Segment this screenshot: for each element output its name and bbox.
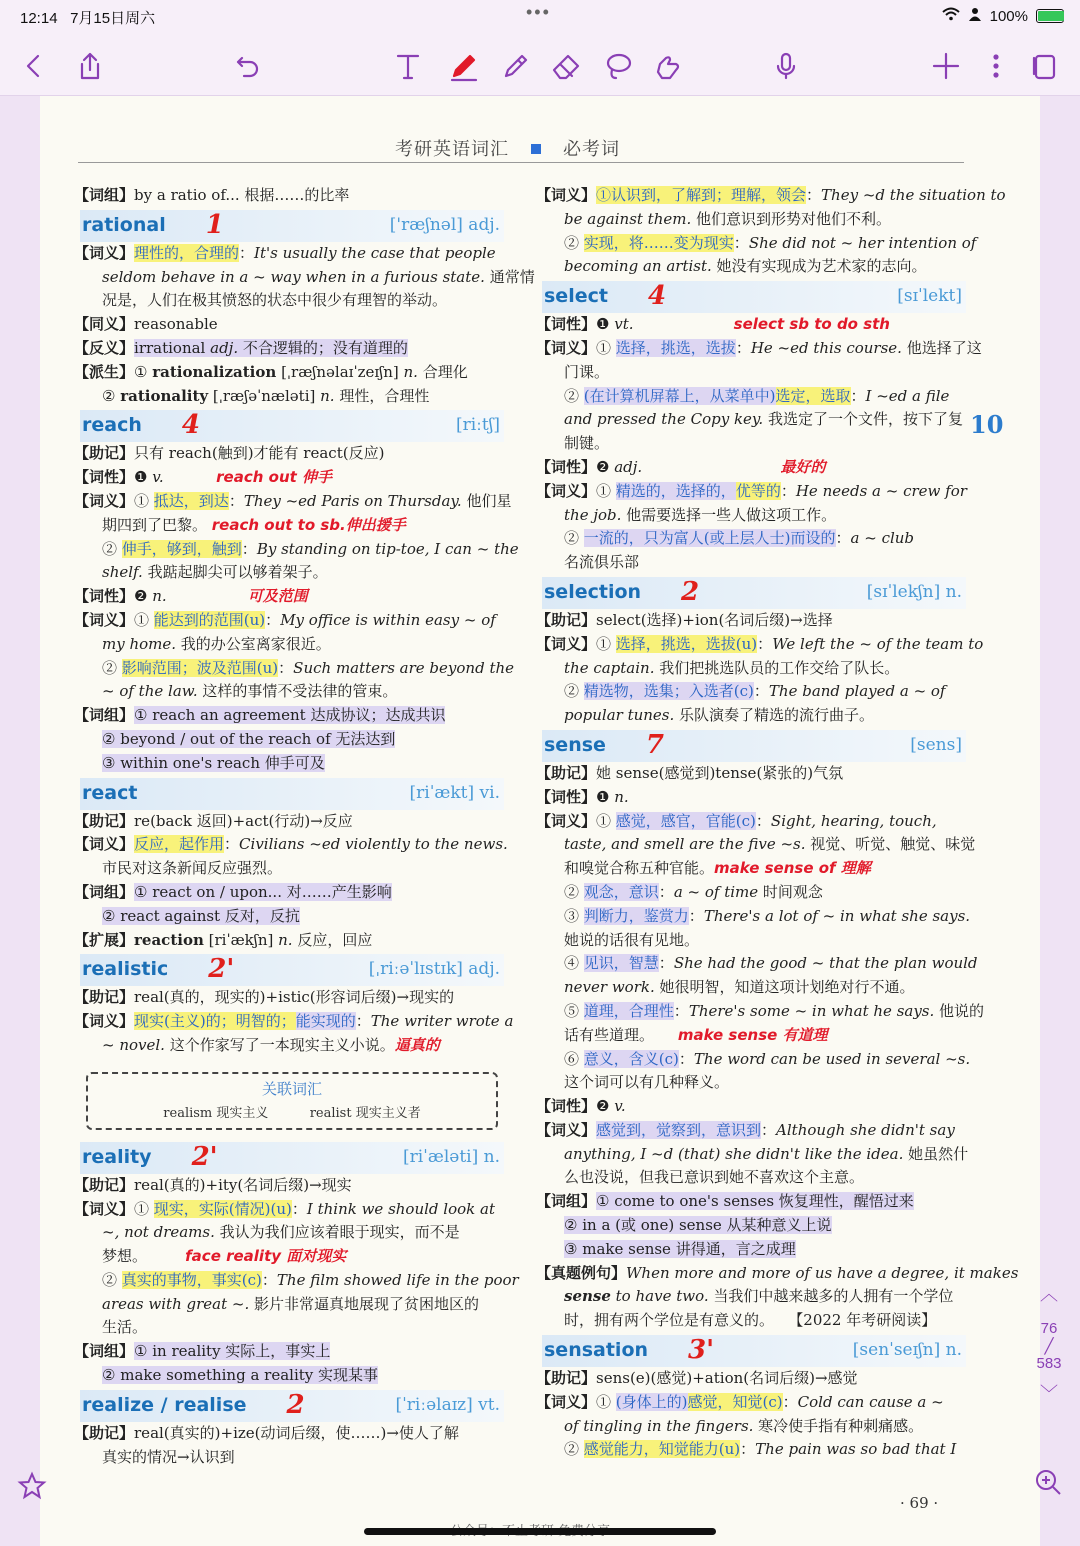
left-line: 期四到了巴黎。 reach out to sb.伸出援手: [102, 515, 406, 534]
phonetic: [ˌriːəˈlɪstɪk] adj.: [368, 959, 500, 980]
right-line: 【词性】❷ v.: [536, 1097, 626, 1116]
right-line: 么也没说，但我已意识到她不喜欢这个主意。: [564, 1168, 865, 1187]
headword-reality: [80, 1142, 504, 1174]
right-line: anything, I ~d (that) she didn't like the idea. 她虽然什: [564, 1144, 969, 1163]
right-line: ③ make sense 讲得通，言之成理: [564, 1239, 796, 1258]
left-line: 【助记】re(back 返回)+act(行动)→反应: [74, 811, 353, 830]
right-line: 【词性】❶ vt. select sb to do sth: [536, 315, 890, 334]
eraser-tool-button[interactable]: [546, 46, 586, 86]
lasso-icon: [602, 50, 634, 82]
right-line: ② 一流的，只为富人(或上层人士)而设的：a ~ club: [564, 529, 915, 548]
right-line: ② 观念，意识：a ~ of time 时间观念: [564, 882, 823, 901]
left-line: 市民对这条新闻反应强烈。: [102, 859, 283, 878]
headword-text: react: [82, 781, 138, 804]
header-divider: [78, 162, 964, 163]
right-line: of tingling in the fingers. 寒冷使手指有种刺痛感。: [564, 1416, 924, 1435]
right-line: 【词义】① 感觉，感官，官能(c)：Sight, hearing, touch,: [536, 811, 937, 830]
headword-select: [542, 281, 966, 313]
left-line: 真实的情况→认识到: [102, 1447, 235, 1466]
share-button[interactable]: [70, 46, 110, 86]
phonetic: [riˈækt] vi.: [409, 782, 500, 803]
handwritten-count: 3': [688, 1335, 715, 1366]
zoom-button[interactable]: [1028, 1462, 1068, 1502]
left-line: 【词义】① 现实，实际(情况)(u)：I think we should look at: [74, 1199, 495, 1218]
phonetic: [senˈseɪʃn] n.: [852, 1340, 962, 1361]
back-button[interactable]: [14, 46, 54, 86]
right-line: 【词义】①认识到，了解到；理解，领会：They ~d the situation to: [536, 186, 1006, 204]
right-line: 【词义】感觉到，觉察到，意识到：Although she didn't say: [536, 1120, 955, 1139]
undo-icon: [232, 50, 264, 82]
pen-icon: [448, 50, 480, 82]
left-line: 【词组】① in reality 实际上，事实上: [74, 1342, 331, 1361]
toolbar: [0, 32, 1080, 96]
headword-reach: [80, 410, 504, 442]
right-line: the job. 他需要选择一些人做这项工作。: [564, 505, 837, 524]
right-line: 制键。: [564, 434, 610, 453]
right-line: ② in a (或 one) sense 从某种意义上说: [564, 1216, 832, 1235]
right-line: popular tunes. 乐队演奏了精选的流行曲子。: [564, 706, 875, 725]
right-line: 【助记】她 sense(感觉到)tense(紧张的)气氛: [536, 763, 844, 782]
right-line: 【词组】① come to one's senses 恢复理性，醒悟过来: [536, 1192, 914, 1211]
more-vertical-icon: [980, 50, 1012, 82]
right-line: taste, and smell are the five ~s. 视觉、听觉、触觉、味觉: [564, 835, 976, 854]
left-line: ③ within one's reach 伸手可及: [102, 753, 325, 772]
lasso-tool-button[interactable]: [598, 46, 638, 86]
left-line: 【助记】real(真的)+ity(名词后缀)→现实: [74, 1175, 352, 1194]
battery-percent: 100%: [989, 7, 1028, 25]
related-words-box: [86, 1072, 498, 1130]
right-line: ② 精选物，选集；入选者(c)：The band played a ~ of: [564, 682, 946, 701]
handwritten-count: 2': [191, 1141, 218, 1172]
favorite-button[interactable]: [12, 1466, 52, 1506]
left-line: 【词组】① reach an agreement 达成协议；达成共识: [74, 706, 446, 725]
headword-text: reality: [82, 1145, 152, 1168]
left-line: areas with great ~. 影片非常逼真地展现了贫困地区的: [102, 1294, 479, 1313]
handwritten-count: 2': [208, 954, 235, 985]
right-line: 和嗅觉合称五种官能。make sense of 理解: [564, 859, 871, 878]
left-line: ~, not dreams. 我认为我们应该着眼于现实，而不是: [102, 1223, 460, 1242]
left-line: 【词义】现实(主义)的；明智的；能实现的：The writer wrote a: [74, 1012, 514, 1031]
header-square-icon: [531, 144, 541, 154]
right-line: 【词性】❷ adj. 最好的: [536, 457, 826, 476]
right-line: 【词义】① 选择，挑选，选拔(u)：We left the ~ of the team to: [536, 634, 984, 653]
microphone-button[interactable]: [766, 46, 806, 86]
highlighter-tool-button[interactable]: [496, 46, 536, 86]
handwritten-count: 2: [681, 577, 700, 608]
status-bar: [0, 0, 1080, 32]
headword-text: sense: [544, 734, 606, 757]
right-line: sense to have two. 当我们中越来越多的人拥有一个学位: [564, 1287, 954, 1306]
page-view-button[interactable]: [1024, 46, 1064, 86]
headword-realistic: [80, 954, 504, 986]
left-line: ② react against 反对，反抗: [102, 906, 300, 925]
phonetic: [sens]: [910, 735, 962, 756]
left-line: 【助记】real(真实的)+ize(动词后缀，使……)→使人了解: [74, 1423, 459, 1442]
left-line: 【词组】① react on / upon... 对……产生影响: [74, 882, 392, 901]
home-indicator[interactable]: [364, 1528, 716, 1535]
elements-tool-button[interactable]: [648, 46, 688, 86]
left-line: 【扩展】reaction [riˈækʃn] n. 反应，回应: [74, 930, 373, 949]
total-pages: 583: [1036, 1355, 1062, 1372]
headword-text: reach: [82, 414, 142, 437]
phonetic: [sɪˈlekʃn] n.: [866, 582, 962, 603]
handwritten-count: 4: [181, 410, 200, 441]
left-line: 况是，人们在极其愤怒的状态中很少有理智的举动。: [102, 291, 448, 310]
related-words-list: realism 现实主义 realist 现实主义者: [163, 1105, 421, 1121]
side-tab-mark: 10: [970, 410, 1004, 439]
multitask-dots[interactable]: •••: [526, 2, 551, 22]
right-line: 她说的话很有见地。: [564, 930, 700, 949]
chevron-left-icon: [18, 50, 50, 82]
left-line: shelf. 我踮起脚尖可以够着架子。: [102, 563, 328, 582]
headword-realize: [80, 1390, 504, 1422]
phonetic: [riˈæləti] n.: [402, 1146, 500, 1167]
printed-page-number: · 69 ·: [900, 1494, 939, 1512]
sticker-icon: [652, 50, 684, 82]
left-line: 【词义】理性的，合理的：It's usually the case that people: [74, 243, 496, 262]
left-line: my home. 我的办公室离家很近。: [102, 634, 331, 653]
handwritten-count: 7: [645, 730, 665, 761]
text-icon: [392, 50, 424, 82]
right-line: never work. 她很明智，知道这项计划绝对行不通。: [564, 978, 915, 997]
left-line: 【词义】① 能达到的范围(u)：My office is within easy ~ of: [74, 610, 496, 629]
right-line: 【词义】① 选择，挑选，选拔：He ~ed this course. 他选择了这: [536, 338, 982, 357]
chevron-down-icon[interactable]: ﹀: [1040, 1384, 1058, 1404]
left-line: ~ of the law. 这样的事情不受法律的管束。: [102, 682, 398, 701]
left-line: ② 伸手，够到，触到：By standing on tip-toe, I can ~ the: [102, 539, 519, 558]
left-line: ② beyond / out of the reach of 无法达到: [102, 729, 396, 748]
right-line: becoming an artist. 她没有实现成为艺术家的志向。: [564, 257, 927, 276]
headword-selection: [542, 577, 966, 609]
left-line: 生活。: [102, 1318, 148, 1337]
zoom-in-icon: [1033, 1467, 1063, 1497]
handwritten-count: 4: [647, 281, 667, 312]
headword-text: select: [544, 285, 608, 308]
pager-divider: ╱: [1044, 1338, 1054, 1355]
plus-icon: [930, 50, 962, 82]
phonetic: ['ræʃnəl] adj.: [389, 214, 500, 235]
text-tool-button[interactable]: [388, 46, 428, 86]
page-header: 考研英语词汇 必考词: [395, 139, 620, 160]
left-line: 【词性】❷ n. 可及范围: [74, 587, 308, 606]
headword-rational: [80, 210, 504, 242]
right-line: the captain. 我们把挑选队员的工作交给了队长。: [564, 658, 900, 677]
right-line: 这个词可以有几种释义。: [564, 1073, 730, 1092]
left-line: 【词义】反应，起作用：Civilians ~ed violently to the news.: [74, 835, 508, 854]
battery-icon: [1036, 9, 1064, 23]
right-line: ⑤ 道理，合理性：There's some ~ in what he says. 他说的: [564, 1001, 985, 1020]
left-line: seldom behave in a ~ way when in a furious state. 通常情: [102, 267, 535, 286]
left-line: 【助记】只有 reach(触到)才能有 react(反应): [74, 444, 385, 463]
status-right: [942, 7, 1064, 25]
left-line: 【同义】reasonable: [74, 315, 218, 334]
headword-text: selection: [544, 581, 642, 604]
right-line: be against them. 他们意识到形势对他们不利。: [564, 209, 892, 228]
add-page-button[interactable]: [926, 46, 966, 86]
status-time: 12:14 7月15日周六: [20, 10, 156, 27]
left-line: ② rationality [ˌræʃəˈnæləti] n. 理性，合理性: [102, 386, 430, 405]
left-line: ② 真实的事物，事实(c)：The film showed life in the poor: [102, 1270, 519, 1289]
right-line: ④ 见识，智慧：She had the good ~ that the plan would: [564, 954, 978, 973]
right-line: 门课。: [564, 362, 610, 381]
left-column: [74, 184, 535, 1469]
right-line: 【词义】① (身体上的)感觉，知觉(c)：Cold can cause a ~: [536, 1392, 944, 1411]
headword-text: realistic: [82, 958, 169, 981]
headword-sense: [542, 730, 966, 762]
phonetic: [ˈriːəlaɪz] vt.: [395, 1394, 500, 1415]
right-line: 【真题例句】When more and more of us have a degree, it makes: [536, 1263, 1019, 1282]
left-line: 【派生】① rationalization [ˌræʃnəlaɪˈzeɪʃn] n. 合理化: [74, 362, 468, 381]
handwritten-count: 1: [205, 209, 224, 240]
left-line: ~ novel. 这个作家写了一本现实主义小说。逼真的: [102, 1035, 440, 1054]
right-line: 【助记】select(选择)+ion(名词后缀)→选择: [536, 610, 833, 629]
headword-text: rational: [82, 213, 166, 236]
left-line: 【助记】real(真的，现实的)+istic(形容词后缀)→现实的: [74, 988, 455, 1007]
pages-icon: [1028, 50, 1060, 82]
user-icon: [968, 7, 982, 25]
related-words-title: 关联词汇: [261, 1079, 322, 1098]
pen-tool-button[interactable]: [444, 46, 484, 86]
right-line: 【词义】① 精选的，选择的，优等的：He needs a ~ crew for: [536, 481, 967, 500]
headword-react: [80, 778, 504, 810]
right-line: ② 实现，将……变为现实：She did not ~ her intention of: [564, 233, 977, 252]
right-line: ⑥ 意义，含义(c)：The word can be used in several ~s.: [564, 1049, 971, 1068]
left-line: ② 影响范围；波及范围(u)：Such matters are beyond the: [102, 658, 515, 677]
right-line: ② (在计算机屏幕上，从菜单中)选定，选取：I ~ed a file: [564, 386, 950, 405]
right-line: 名流俱乐部: [564, 553, 640, 572]
left-line: 【词组】by a ratio of... 根据……的比率: [74, 186, 350, 204]
left-line: 【词义】① 抵达，到达：They ~ed Paris on Thursday. 他们星: [74, 491, 512, 510]
right-line: 时，拥有两个学位是有意义的。 【2022 年考研阅读】: [564, 1311, 937, 1330]
left-line: 【词性】❶ v. reach out 伸手: [74, 468, 333, 487]
star-icon: [17, 1471, 47, 1501]
more-button[interactable]: [976, 46, 1016, 86]
current-page: 76: [1040, 1320, 1058, 1337]
highlighter-icon: [500, 50, 532, 82]
headword-text: sensation: [544, 1339, 649, 1362]
right-line: ② 感觉能力，知觉能力(u)：The pain was so bad that I: [564, 1440, 957, 1459]
eraser-icon: [550, 50, 582, 82]
right-line: 话有些道理。 make sense 有道理: [564, 1025, 828, 1044]
right-line: ③ 判断力，鉴赏力：There's a lot of ~ in what she says.: [564, 906, 971, 925]
chevron-up-icon[interactable]: ︿: [1040, 1284, 1058, 1304]
headword-text: realize / realise: [82, 1393, 247, 1416]
page-indicator: [1036, 1280, 1062, 1406]
left-line: ② make something a reality 实现某事: [102, 1366, 379, 1385]
undo-button[interactable]: [228, 46, 268, 86]
right-line: and pressed the Copy key. 我选定了一个文件，按下了复: [564, 410, 963, 429]
share-icon: [74, 50, 106, 82]
microphone-icon: [770, 50, 802, 82]
headword-sensation: [542, 1335, 966, 1367]
right-line: 【助记】sens(e)(感觉)+ation(名词后缀)→感觉: [536, 1369, 858, 1388]
left-line: 【反义】irrational adj. 不合逻辑的；没有道理的: [74, 338, 408, 357]
phonetic: [riːtʃ]: [455, 415, 500, 436]
left-line: 梦想。 face reality 面对现实: [102, 1247, 347, 1266]
handwritten-count: 2: [286, 1389, 305, 1420]
phonetic: [sɪˈlekt]: [897, 286, 962, 307]
right-line: 【词性】❶ n.: [536, 787, 629, 806]
left-margin: [0, 96, 40, 1546]
wifi-icon: [942, 7, 960, 25]
